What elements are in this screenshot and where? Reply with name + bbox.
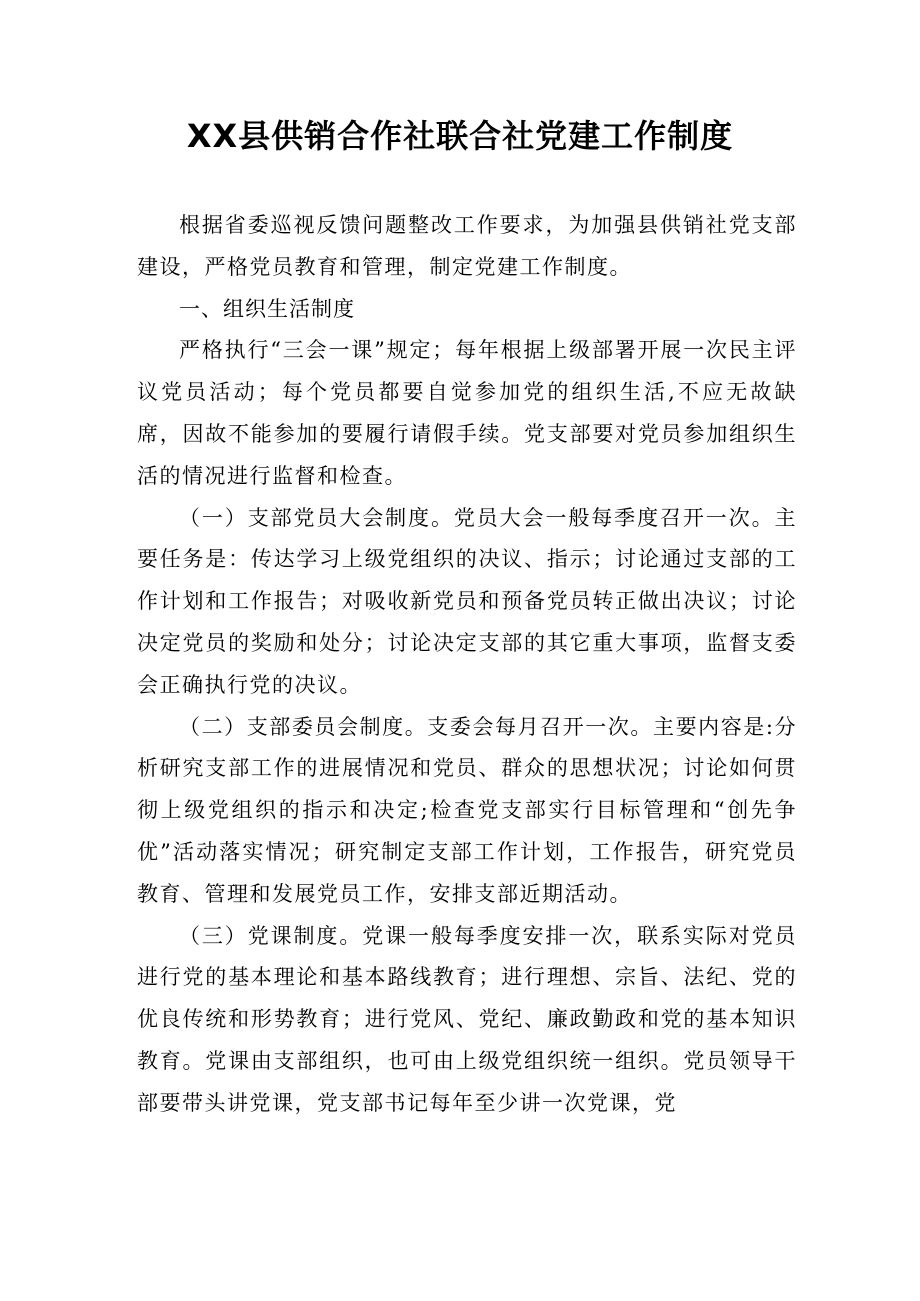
section-heading: 一、组织生活制度 [179,296,355,321]
document-body [137,205,797,1125]
item-paragraph-2: （二）支部委员会制度。支委会每月召开一次。主要内容是:分析研究支部工作的进展情况和党员、群众的思想状况；讨论如何贯彻上级党组织的指示和决定;检查党支部实行目标管理和“创先争优”活动落实情况；研究制定支部工作计划，工作报告，研究党员教育、管理和发展党员工作，安排支部近期活动。 [137,714,797,906]
item-paragraph-1: （一）支部党员大会制度。党员大会一般每季度召开一次。主要任务是：传达学习上级党组织的决议、指示；讨论通过支部的工作计划和工作报告；对吸收新党员和预备党员转正做出决议；讨论决定党员的奖励和处分；讨论决定支部的其它重大事项，监督支委会正确执行党的决议。 [137,505,797,697]
intro-paragraph: 根据省委巡视反馈问题整改工作要求，为加强县供销社党支部建设，严格党员教育和管理，制定党建工作制度。 [137,213,797,279]
section-paragraph: 严格执行“三会一课”规定；每年根据上级部署开展一次民主评议党员活动；每个党员都要自觉参加党的组织生活,不应无故缺席，因故不能参加的要履行请假手续。党支部要对党员参加组织生活的情况进行监督和检查。 [137,338,797,488]
item-paragraph-3: （三）党课制度。党课一般每季度安排一次，联系实际对党员进行党的基本理论和基本路线教育；进行理想、宗旨、法纪、党的优良传统和形势教育；进行党风、党纪、廉政勤政和党的基本知识教育。党课由支部组织，也可由上级党组织统一组织。党员领导干部要带头讲党课，党支部书记每年至少讲一次党课，党 [137,923,797,1115]
document-title: XX县供销合作社联合社党建工作制度 [186,117,734,155]
